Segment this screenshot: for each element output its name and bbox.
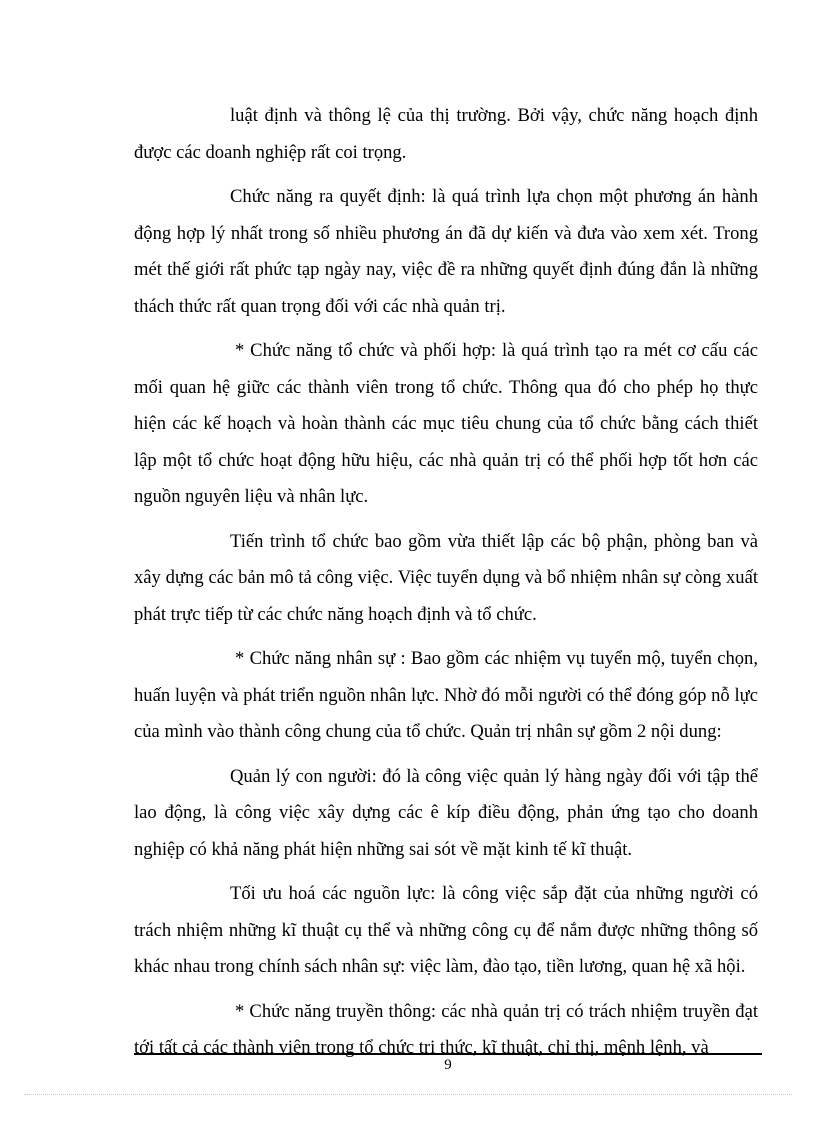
body-text — [134, 98, 758, 1067]
paragraph-1: luật định và thông lệ của thị trường. Bởi vậy, chức năng hoạch định được các doanh nghiệp rất coi trọng. — [134, 105, 758, 163]
paragraph-4: Tiến trình tổ chức bao gồm vừa thiết lập các bộ phận, phòng ban và xây dựng các bản mô tả công việc. Việc tuyển dụng và bổ nhiệm nhân sự còng xuất phát trực tiếp từ các chức năng hoạch định và tổ chức. — [134, 530, 758, 625]
paragraph-5: * Chức năng nhân sự : Bao gồm các nhiệm vụ tuyển mộ, tuyển chọn, huấn luyện và phát triển nguồn nhân lực. Nhờ đó mỗi người có thể đóng góp nỗ lực của mình vào thành công chung của tổ chức. Quản trị nhân sự gồm 2 nội dung: — [134, 648, 758, 742]
page-number: 9 — [444, 1057, 452, 1073]
paragraph-7: Tối ưu hoá các nguồn lực: là công việc sắp đặt của những người có trách nhiệm những kĩ thuật cụ thể và những công cụ để nắm được những thông số khác nhau trong chính sách nhân sự: việc làm, đào tạo, tiền lương, quan hệ xã hội. — [134, 883, 758, 977]
page-bottom-border — [24, 1094, 792, 1095]
paragraph-6: Quản lý con người: đó là công việc quản lý hàng ngày đối với tập thể lao động, là công việc xây dựng các ê kíp điều động, phản ứng tạo cho doanh nghiệp có khả năng phát hiện những sai sót về mặt kinh tế kĩ thuật. — [134, 765, 758, 860]
paragraph-3: * Chức năng tổ chức và phối hợp: là quá trình tạo ra mét cơ cấu các mối quan hệ giữc các thành viên trong tổ chức. Thông qua đó cho phép họ thực hiện các kế hoạch và hoàn thành các mục tiêu chung của tổ chức bằng cách thiết lập một tổ chức hoạt động hữu hiệu, các nhà quản trị có thể phối hợp tốt hơn các nguồn nguyên liệu và nhân lực. — [134, 340, 758, 507]
paragraph-8: * Chức năng truyền thông: các nhà quản trị có trách nhiệm truyền đạt tới tất cả các thành viên trong tổ chức tri thức, kĩ thuật, chỉ thị, mệnh lệnh, và — [134, 1000, 758, 1058]
paragraph-2: Chức năng ra quyết định: là quá trình lựa chọn một phương án hành động hợp lý nhất trong số nhiều phương án đã dự kiến và đưa vào xem xét. Trong mét thế giới rất phức tạp ngày nay, việc đề ra những quyết định đúng đắn là những thách thức rất quan trọng đối với các nhà quản trị. — [134, 186, 758, 317]
footer-rule — [134, 1053, 762, 1055]
